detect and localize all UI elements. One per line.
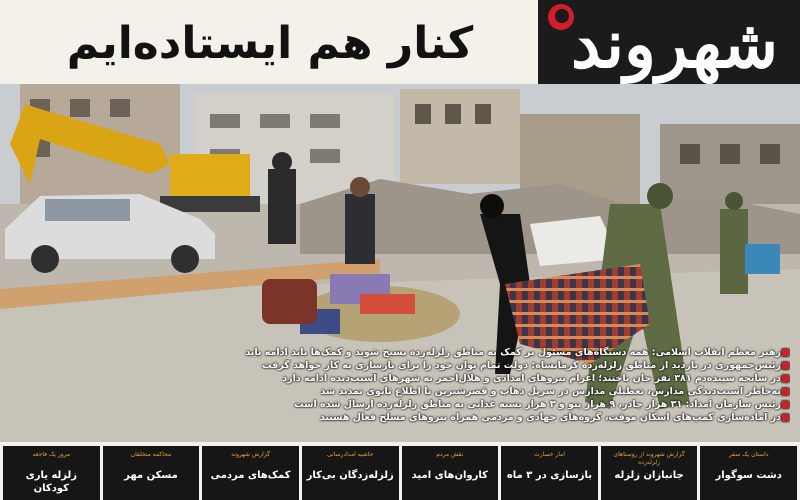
teaser-title: جانبازان زلزله <box>614 470 684 481</box>
teaser-title: کاروان‌های امید <box>411 470 488 481</box>
story-line: ■ به‌خاطر آسیب‌دیدگی مدارس، تعطیلی مدارس در سرپل ذهاب و قصرشیرین تا اطلاع ثانوی تمدید شد <box>10 385 790 398</box>
teaser-box <box>402 446 499 500</box>
teaser-kicker: آمار خسارت <box>533 451 565 458</box>
teaser-kicker: مرور یک فاجعه <box>32 451 71 458</box>
story-line: ■ در سانحه سپیده‌دم ۳۸۱ نفر جان باختند؛ اعزام نیروهای امدادی و هلال‌احمر به شهرهای آسیب‌دیده ادامه دارد <box>10 372 790 385</box>
newspaper-name: شهروند <box>570 5 778 83</box>
teaser-kicker: محاکمه متخلفان <box>130 451 172 458</box>
teaser-kicker: گزارش شهروند <box>231 451 270 458</box>
teaser-strip <box>0 446 800 500</box>
teaser-title: زلزله‌زدگان بی‌کار <box>306 470 394 481</box>
teaser-box <box>202 446 299 500</box>
teaser-box <box>302 446 399 500</box>
teaser-title: بازسازی در ۳ ماه <box>506 470 592 481</box>
teaser-title: زلزله یاری کودکان <box>25 470 78 494</box>
teaser-box <box>3 446 100 500</box>
story-line: ■ رئیس‌جمهوری در بازدید از مناطق زلزله‌زده کرمانشاه: دولت تمام توان خود را برای بازسازی به کار خواهد گرفت <box>10 359 790 372</box>
teaser-box <box>700 446 797 500</box>
teaser-box <box>601 446 698 500</box>
story-line: ■ در آماده‌سازی کمپ‌های اسکان موقت، گروه‌های جهادی و مردمی همراه نیروهای مسلح فعال هستند <box>10 411 790 424</box>
teaser-title: کمک‌های مردمی <box>210 470 291 481</box>
teaser-kicker: گزارش شهروند از روستاهای زلزله‌زده <box>613 451 685 466</box>
teaser-box <box>103 446 200 500</box>
teaser-box <box>501 446 598 500</box>
teaser-title: دشت سوگوار <box>715 470 782 481</box>
story-summaries <box>0 344 800 442</box>
story-line: ■ رهبر معظم انقلاب اسلامی: همه دستگاه‌های مسئول بر کمک به مناطق زلزله‌زده بسیج شوند و کمک‌ها باید ادامه یابد <box>10 346 790 359</box>
teaser-kicker: حاشیه امدادرسانی <box>327 451 374 458</box>
teaser-kicker: داستان یک سفر <box>728 451 769 458</box>
teaser-kicker: نقش مردم <box>436 451 464 458</box>
story-line: ■ رئیس سازمان امداد: ۳۱ هزار چادر، ۹ هزار پتو و ۳ هزار بسته غذایی به مناطق زلزله‌زده ارسال شده است <box>10 398 790 411</box>
headline: کنار هم ایستاده‌ایم <box>66 18 474 69</box>
teaser-title: مسکن مهر <box>124 470 178 481</box>
